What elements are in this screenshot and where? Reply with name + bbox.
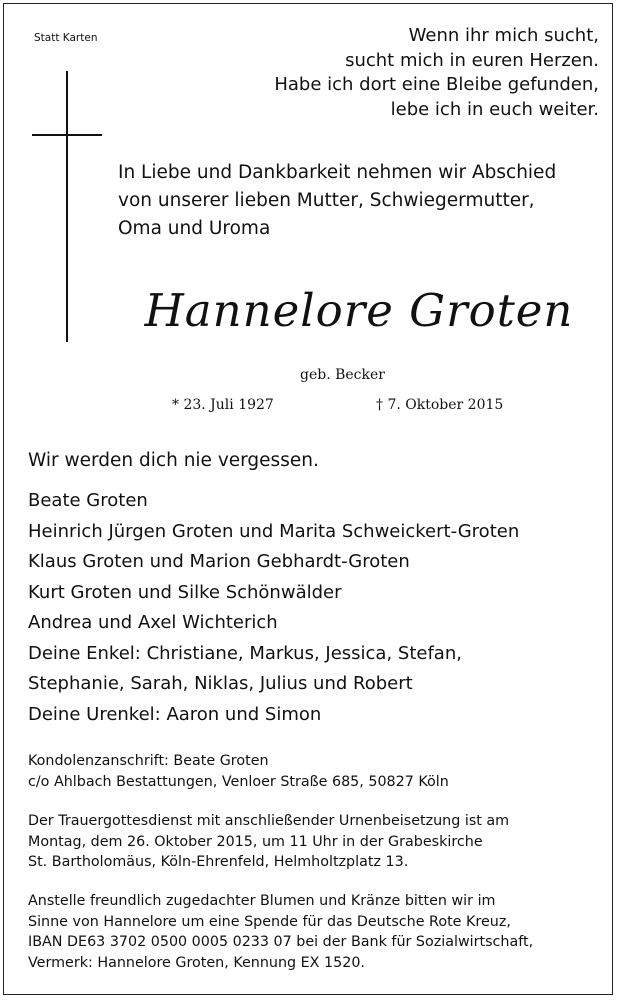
service-line: Montag, dem 26. Oktober 2015, um 11 Uhr in der Grabeskirche [28, 833, 483, 850]
birth-date: * 23. Juli 1927 [172, 397, 274, 413]
list-item: Andrea und Axel Wichterich [28, 612, 278, 633]
donation-line: Vermerk: Hannelore Groten, Kennung EX 1520. [28, 954, 365, 971]
intro-line: In Liebe und Dankbarkeit nehmen wir Abschied [118, 162, 557, 183]
donation-line: IBAN DE63 3702 0500 0005 0233 07 bei der Bank für Sozialwirtschaft, [28, 934, 534, 950]
cross-icon-bar [32, 134, 102, 136]
list-item: Beate Groten [28, 490, 148, 511]
intro-text [118, 159, 598, 243]
statt-karten-label: Statt Karten [34, 32, 98, 44]
death-date: † 7. Oktober 2015 [376, 397, 504, 413]
list-item: Heinrich Jürgen Groten und Marita Schweickert-Groten [28, 520, 520, 542]
service-info [28, 811, 608, 873]
maiden-name: geb. Becker [300, 367, 385, 383]
condolence-line: c/o Ahlbach Bestattungen, Venloer Straße 685, 50827 Köln [28, 773, 449, 790]
deceased-name: Hannelore Groten [144, 284, 574, 337]
service-line: St. Bartholomäus, Köln-Ehrenfeld, Helmholtzplatz 13. [28, 854, 409, 870]
list-item: Klaus Groten und Marion Gebhardt-Groten [28, 551, 410, 572]
list-item: Deine Urenkel: Aaron und Simon [28, 703, 322, 725]
condolence-address [28, 751, 608, 792]
poem-line: Wenn ihr mich sucht, [408, 25, 599, 46]
donation-line: Anstelle freundlich zugedachter Blumen und Kränze bitten wir im [28, 893, 496, 909]
poem [169, 24, 599, 122]
poem-line: sucht mich in euren Herzen. [345, 49, 599, 71]
farewell-line: Wir werden dich nie vergessen. [28, 450, 319, 471]
intro-line: Oma und Uroma [118, 218, 271, 239]
list-item: Deine Enkel: Christiane, Markus, Jessica, Stefan, [28, 642, 462, 664]
mourners-list [28, 486, 608, 730]
list-item: Stephanie, Sarah, Niklas, Julius und Robert [28, 673, 413, 694]
service-line: Der Trauergottesdienst mit anschließender Urnenbeisetzung ist am [28, 813, 510, 829]
donation-info [28, 891, 608, 973]
donation-line: Sinne von Hannelore um eine Spende für das Deutsche Rote Kreuz, [28, 913, 511, 930]
poem-line: lebe ich in euch weiter. [390, 98, 599, 120]
condolence-line: Kondolenzanschrift: Beate Groten [28, 753, 269, 769]
poem-line: Habe ich dort eine Bleibe gefunden, [274, 74, 599, 95]
list-item: Kurt Groten und Silke Schönwälder [28, 581, 342, 603]
intro-line: von unserer lieben Mutter, Schwiegermutter, [118, 190, 535, 211]
